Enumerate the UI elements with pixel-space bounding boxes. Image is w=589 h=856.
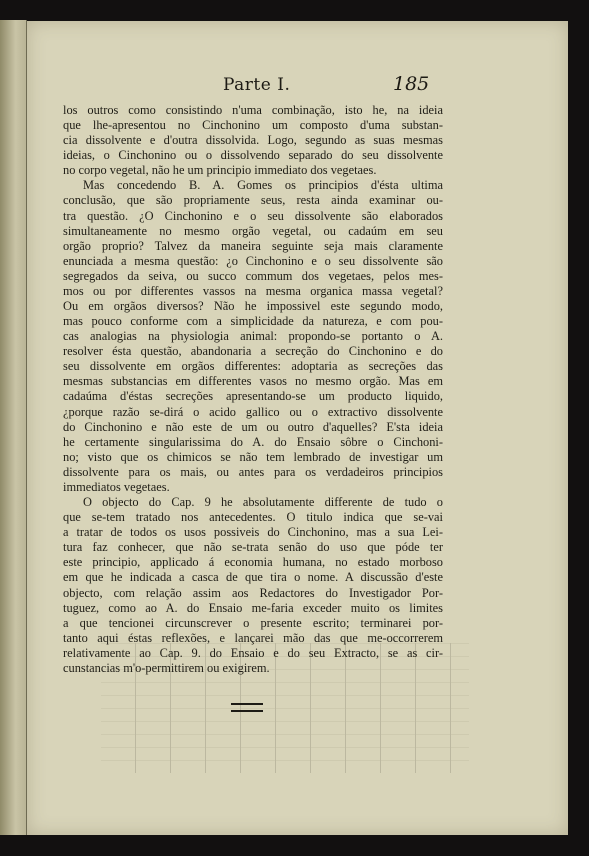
book-page: [27, 21, 568, 835]
text-line: a tratar de todos os usos possiveis do Cinchonino, mas a sua Lei-: [63, 525, 443, 540]
text-line: dissolvente para os mais, ou antes para os verdadeiros principios: [63, 464, 443, 479]
section-end-rule: [231, 703, 263, 712]
text-line: immediatos vegetaes.: [63, 479, 170, 494]
running-title: Parte I.: [223, 75, 291, 95]
text-line: objecto, com relação assim aos Redactores do Investigador Por-: [63, 585, 443, 600]
text-line: mos ou por differentes vassos na mesma organica massa vegetal?: [63, 283, 443, 298]
text-line: he certamente singularissima do A. do Ensaio sôbre o Cinchoni-: [63, 434, 443, 449]
text-line: ideias, o Cinchonino ou o dissolvendo separado do seu dissolvente: [63, 148, 443, 163]
text-line: Ou em orgãos diversos? Não he impossivel este segundo modo,: [63, 299, 443, 314]
text-line: cia dissolvente e d'outra dissolvida. Logo, segundo as suas mesmas: [63, 133, 443, 148]
text-line: tura faz conhecer, que não se-trata senão do uso que póde ter: [63, 540, 443, 555]
text-line: seu dissolvente em orgãos differentes: adoptaria as secreções das: [63, 359, 443, 374]
text-line: no corpo vegetal, não he um principio immediato dos vegetaes.: [63, 163, 377, 178]
text-line: enunciada a mesma questão: ¿o Cinchonino e o seu dissolvente são: [63, 253, 443, 268]
text-line: conclusão, que são propriamente seus, resta ainda examinar ou-: [63, 193, 443, 208]
text-line: mas pouco conforme com a simplicidade da natureza, e com pou-: [63, 314, 443, 329]
text-line: relativamente ao Cap. 9. do Ensaio e do seu Extracto, se as cir-: [63, 645, 443, 660]
text-line: tra questão. ¿O Cinchonino e o seu dissolvente são elaborados: [63, 208, 443, 223]
body-text: [63, 103, 443, 676]
text-line: los outros como consistindo n'uma combinação, isto he, na ideia: [63, 103, 443, 117]
text-line: tanto aqui éstas reflexões, e lançarei mão das que me-occorrerem: [63, 630, 443, 645]
text-line: mesmas substancias em differentes vasos no mesmo orgão. Mas em: [63, 374, 443, 389]
text-line: no; visto que os chimicos se não tem lembrado de investigar um: [63, 449, 443, 464]
text-line: cadaúma d'éstas secreções apresentando-se um producto liquido,: [63, 389, 443, 404]
text-line: resolver ésta questão, abandonaria a secreção do Cinchonino e do: [63, 344, 443, 359]
text-line: segregados da seiva, ou succo commum dos vegetaes, pelos mes-: [63, 268, 443, 283]
text-line: a que tencionei circunscrever o presente escrito; terminarei por-: [63, 615, 443, 630]
text-line: O objecto do Cap. 9 he absolutamente differente de tudo o: [83, 495, 443, 510]
text-line: cas analogias na physiologia animal: propondo-se portanto o A.: [63, 329, 443, 344]
page-header: [27, 73, 568, 97]
text-line: em que he indicada a casca de que tira o nome. A discussão d'este: [63, 570, 443, 585]
text-line: ¿porque razão se-dirá o acido gallico ou o extractivo dissolvente: [63, 404, 443, 419]
text-line: que lhe-apresentou no Cinchonino um composto d'uma substan-: [63, 118, 443, 133]
text-line: Mas concedendo B. A. Gomes os principios d'ésta ultima: [83, 178, 443, 193]
text-line: este principio, applicado á economia humana, no estado morboso: [63, 555, 443, 570]
text-line: que se-tem tratado nos antecedentes. O titulo indica que se-vai: [63, 510, 443, 525]
text-line: tuguez, como ao A. do Ensaio me-faria exceder muito os limites: [63, 600, 443, 615]
text-line: cunstancias m'o-permittirem ou exigirem.: [63, 660, 270, 675]
text-line: orgão proprio? Talvez da maneira seguinte seja mais claramente: [63, 238, 443, 253]
text-line: do Cinchonino e não este de um ou outro d'aquelles? E'sta ideia: [63, 419, 443, 434]
adjacent-page-edge: [0, 20, 27, 835]
page-number: 185: [393, 73, 430, 95]
text-line: simultaneamente no mesmo orgão vegetal, ou cadaúm em seu: [63, 223, 443, 238]
